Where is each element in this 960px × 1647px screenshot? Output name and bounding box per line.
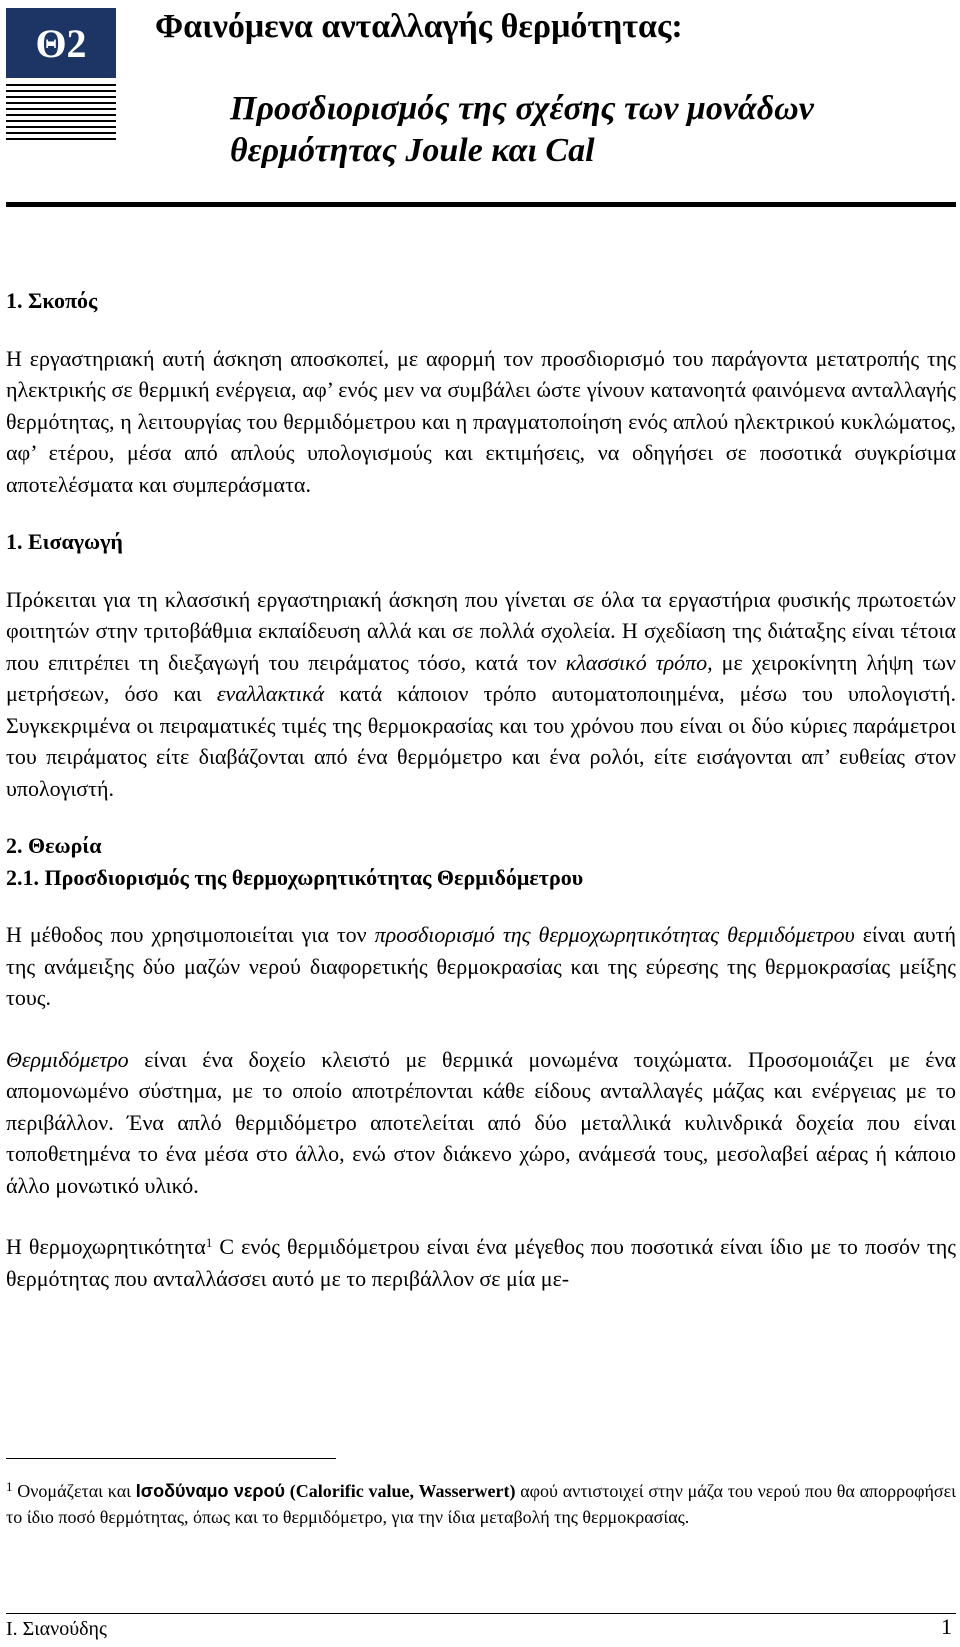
page-subtitle-line-2: θερμότητας Joule και Cal [230,132,595,169]
footnote-text-b: αφού αντιστοιχεί στην μάζα του νερού που θα απορροφήσει το ίδιο ποσό θερμότητας, όπως και το θερμιδόμετρο, για την ίδια μεταβολή της θερμοκρασίας. [6,1481,956,1527]
chapter-badge [6,8,116,78]
intro-text-b: με χειροκίνητη λήψη των μετρήσεων, όσο και [6,649,956,706]
footnote-ref: 1 [205,1235,213,1250]
page-number: 1 [941,1614,952,1639]
footnote-term-en: (Calorific value, Wasserwert) [285,1481,516,1501]
paragraph-introduction [6,584,956,805]
chapter-badge-label: Θ2 [35,20,87,66]
heading-theory-subsection: 2.1. Προσδιορισμός της θερμοχωρητικότητας Θερμιδόμετρου [6,864,584,890]
footnote-number: 1 [6,1479,13,1494]
footnote-divider [6,1458,336,1459]
heading-aim: 1. Σκοπός [6,288,98,313]
intro-italic-2: εναλλακτικά [216,681,325,706]
page-subtitle-line-1: Προσδιορισμός της σχέσης των μονάδων [230,90,814,127]
paragraph-heat-capacity [6,1231,956,1294]
page-subtitle [230,88,814,172]
calorimeter-term: Θερμιδόμετρο [6,1046,129,1072]
paragraph-method [6,919,956,1014]
paragraph-calorimeter [6,1044,956,1202]
intro-italic-1: κλασσικό τρόπο, [565,649,713,675]
intro-text-c: κατά κάποιον τρόπο αυτοματοποιημένα, μέσω του υπολογιστή. Συγκεκριμένα οι πειραματικές τιμές της θερμοκρασίας και του χρόνου που είναι οι δύο κύριες παράμετροι του πειράματος είτε διαβάζονται από ένα θερμόμετρο και ένα ρολόι, είτε εισάγονται απ’ ευθείας στον υπολογιστή. [6,681,956,801]
heading-introduction: 1. Εισαγωγή [6,529,123,554]
footnote [6,1478,956,1530]
intro-text-a: Πρόκειται για τη κλασσική εργαστηριακή άσκηση που γίνεται σε όλα τα εργαστήρια φυσικής πρωτοετών φοιτητών στην τριτοβάθμια εκπαίδευση αλλά και σε πολλά σχολεία. Η σχεδίαση της διάταξης είναι τέτοια που επιτρέπει τη διεξαγωγή του πειράματος τόσο, κατά τον [6,586,956,675]
method-italic: προσδιορισμό της θερμοχωρητικότητας θερμιδόμετρου [374,922,855,947]
calorimeter-text: είναι ένα δοχείο κλειστό με θερμικά μονωμένα τοιχώματα. Προσομοιάζει με ένα απομονωμένο σύστημα, με το οποίο αποτρέπονται κάθε είδους ανταλλαγές μάζας και ενέργειας με το περιβάλλον. Ένα απλό θερμιδόμετρο αποτελείται από δύο μεταλλικά κυλινδρικά δοχεία που είναι τοποθετημένα το ένα μέσα στο άλλο, ενώ στον διάκενο χώρο, ανάμεσά τους, μεσολαβεί αέρας ή κάποιο άλλο μονωτικό υλικό. [6,1046,956,1198]
heading-theory: 2. Θεωρία [6,833,102,858]
footer-divider [6,1613,956,1614]
method-text-a: Η μέθοδος που χρησιμοποιείται για τον [6,922,375,947]
footnote-term: Ισοδύναμο νερού [135,1481,285,1501]
paragraph-aim: Η εργαστηριακή αυτή άσκηση αποσκοπεί, με αφορμή τον προσδιορισμό του παράγοντα μετατροπής της ηλεκτρικής σε θερμική ενέργεια, αφ’ ενός μεν να συμβάλει ώστε γίνουν κατανοητά φαινόμενα ανταλλαγής θερμότητας, η λειτουργίας του θερμιδόμετρου και η πραγματοποίηση ενός απλού ηλεκτρικού κυκλώματος, αφ’ ετέρου, μέσα από απλούς υπολογισμούς και εκτιμήσεις, να οδηγήσει σε ποσοτικά συγκρίσιμα αποτελέσματα και συμπεράσματα. [6,345,956,497]
capacity-text-b: C ενός θερμιδόμετρου είναι ένα μέγεθος που ποσοτικά είναι ίδιο με το ποσόν της θερμότητας που ανταλλάσσει αυτό με το περιβάλλον σε μία με- [6,1234,956,1291]
capacity-text-a: Η θερμοχωρητικότητα [6,1234,206,1259]
footnote-text-a: Ονομάζεται και [12,1481,136,1501]
badge-stripes [6,80,116,140]
document-body [6,285,956,1294]
method-text-b: είναι αυτή της ανάμειξης δύο μαζών νερού διαφορετικής θερμοκρασίας και της εύρεσης της θερμοκρασίας μείξης τους. [6,922,956,1010]
title-divider [6,202,956,207]
page-title: Φαινόμενα ανταλλαγής θερμότητας: [155,8,683,45]
footer-author: Ι. Σιανούδης [6,1618,107,1640]
